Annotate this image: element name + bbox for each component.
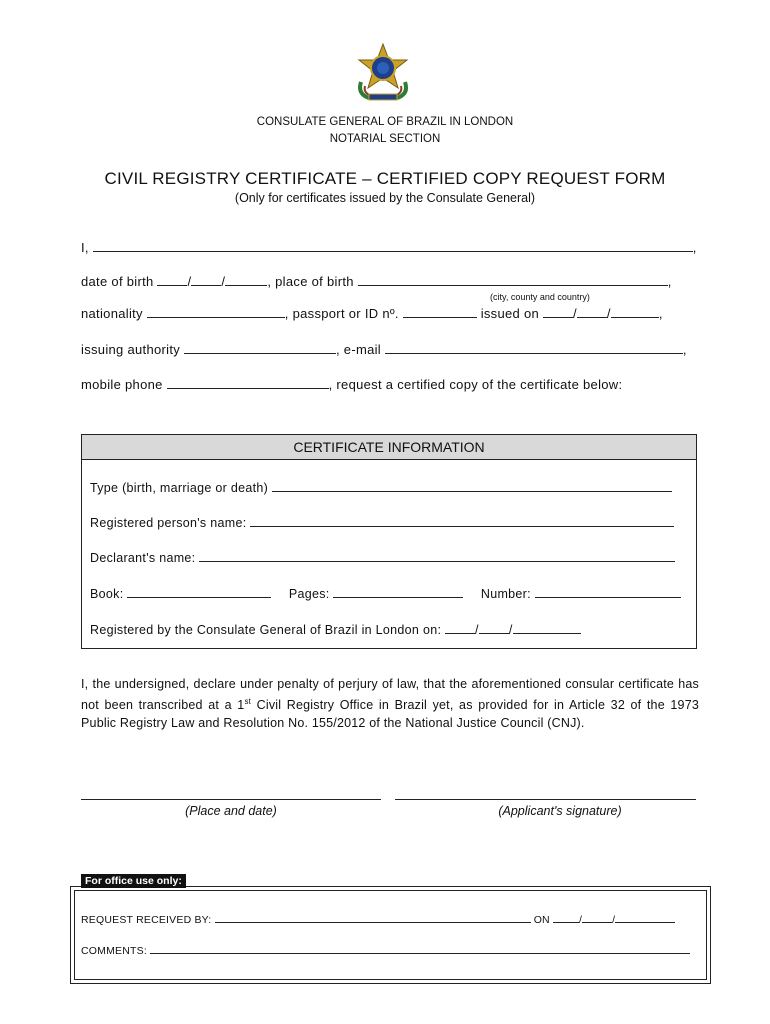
comments-label: COMMENTS:: [81, 945, 147, 957]
comments-row: [81, 943, 690, 957]
dob-month-field[interactable]: [191, 273, 221, 286]
applicant-name-row: [81, 239, 697, 255]
certificate-type-field[interactable]: [272, 479, 672, 492]
mobile-phone-field[interactable]: [167, 376, 329, 389]
dob-day-field[interactable]: [157, 273, 187, 286]
form-subtitle: (Only for certificates issued by the Consulate General): [234, 191, 536, 205]
mobile-phone-label: mobile phone: [81, 377, 163, 392]
email-label: , e-mail: [335, 342, 381, 357]
request-received-row: [81, 912, 675, 926]
issued-day-field[interactable]: [543, 305, 573, 318]
issued-year-field[interactable]: [611, 305, 659, 318]
i-prefix: I,: [81, 240, 89, 255]
place-of-birth-hint: (city, county and country): [490, 292, 590, 302]
comma: ,: [658, 306, 663, 321]
declaration-text-b: Civil Registry Office in Brazil yet, as provided for in Article 32 of the 1973 Public Registry Law and Resolution No. 155/2012 of the National Justice Council (CNJ).: [81, 698, 699, 731]
consulate-name: CONSULATE GENERAL OF BRAZIL IN LONDON: [256, 116, 514, 128]
dob-label: date of birth: [81, 274, 154, 289]
declaration-paragraph: [81, 675, 699, 732]
registration-day-field[interactable]: [445, 621, 475, 634]
applicant-signature-line[interactable]: [395, 799, 696, 800]
registered-person-field[interactable]: [250, 514, 674, 527]
declaration-text-a: I, the undersigned, declare under penalty of perjury of law, that the aforementioned consular certificate has not been transcribed at a 1: [81, 677, 699, 713]
mobile-row: [81, 376, 622, 392]
slash: /: [221, 274, 226, 289]
registration-date-row: [90, 621, 581, 637]
received-year-field[interactable]: [615, 912, 675, 923]
request-text: , request a certified copy of the certificate below:: [328, 377, 623, 392]
request-received-label: REQUEST RECEIVED BY:: [81, 914, 212, 926]
book-label: Book:: [90, 587, 124, 601]
place-of-birth-label: , place of birth: [267, 274, 354, 289]
slash: /: [578, 914, 583, 926]
pages-label: Pages:: [288, 587, 330, 601]
request-received-field[interactable]: [215, 912, 531, 923]
place-date-line[interactable]: [81, 799, 381, 800]
number-field[interactable]: [535, 585, 681, 598]
number-label: Number:: [480, 587, 531, 601]
form-title: CIVIL REGISTRY CERTIFICATE – CERTIFIED COPY REQUEST FORM: [104, 169, 666, 188]
declaration-superscript: st: [244, 697, 252, 706]
registration-month-field[interactable]: [479, 621, 509, 634]
declarant-label: Declarant's name:: [90, 551, 196, 565]
comma: ,: [682, 342, 687, 357]
authority-row: [81, 341, 687, 357]
comma: ,: [667, 274, 672, 289]
certificate-type-label: Type (birth, marriage or death): [90, 481, 269, 495]
on-label: ON: [533, 914, 550, 926]
issued-on-label: issued on: [480, 306, 540, 321]
registered-person-row: [90, 514, 674, 530]
passport-label: , passport or ID nº.: [284, 306, 399, 321]
section-name: NOTARIAL SECTION: [329, 133, 441, 145]
certificate-type-row: [90, 479, 672, 495]
book-pages-number-row: [90, 585, 681, 601]
identity-row: [81, 305, 663, 321]
comments-field[interactable]: [150, 943, 690, 954]
brazil-coat-of-arms-seal: [355, 42, 411, 104]
book-field[interactable]: [127, 585, 271, 598]
applicant-name-field[interactable]: [93, 239, 693, 252]
registered-person-label: Registered person's name:: [90, 516, 247, 530]
issuing-authority-field[interactable]: [184, 341, 336, 354]
dob-year-field[interactable]: [225, 273, 267, 286]
place-date-caption: (Place and date): [185, 804, 277, 818]
nationality-label: nationality: [81, 306, 143, 321]
applicant-signature-caption: (Applicant's signature): [498, 804, 622, 818]
slash: /: [508, 623, 513, 637]
comma: ,: [692, 240, 697, 255]
pages-field[interactable]: [333, 585, 463, 598]
birth-row: [81, 273, 672, 289]
passport-number-field[interactable]: [403, 305, 477, 318]
received-month-field[interactable]: [582, 912, 612, 923]
issued-month-field[interactable]: [577, 305, 607, 318]
slash: /: [606, 306, 611, 321]
certificate-information-heading: CERTIFICATE INFORMATION: [82, 435, 696, 460]
slash: /: [612, 914, 616, 926]
slash: /: [572, 306, 577, 321]
registration-date-label: Registered by the Consulate General of Brazil in London on:: [90, 623, 442, 637]
place-of-birth-field[interactable]: [358, 273, 668, 286]
certificate-information-box: [81, 434, 697, 649]
email-field[interactable]: [385, 341, 683, 354]
slash: /: [475, 623, 479, 637]
registration-year-field[interactable]: [513, 621, 581, 634]
issuing-authority-label: issuing authority: [81, 342, 181, 357]
office-use-tag: For office use only:: [81, 874, 186, 888]
received-day-field[interactable]: [553, 912, 579, 923]
slash: /: [187, 274, 192, 289]
office-use-inner-box: [74, 890, 707, 980]
declarant-field[interactable]: [199, 549, 675, 562]
declarant-row: [90, 549, 675, 565]
nationality-field[interactable]: [147, 305, 285, 318]
